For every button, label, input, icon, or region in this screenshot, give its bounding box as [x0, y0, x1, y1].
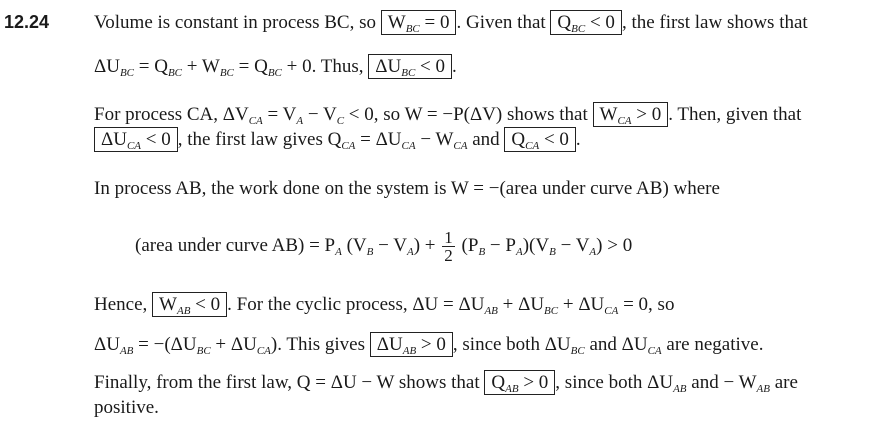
- para4-text-a: Hence,: [94, 294, 148, 315]
- para1-text-c: , the first law shows that: [621, 12, 808, 33]
- boxed-result-w-ca: $W_{CA} > 0$: [593, 102, 669, 127]
- para2-text-a: For process CA, $\Delta V_{CA} = V_A - V_C < 0$, so W = −P(ΔV) shows that: [94, 104, 588, 127]
- para4-text-f: , since both $\Delta U_{AB}$ and − $W_{AB}$ are: [555, 372, 798, 395]
- para1-end: .: [452, 56, 457, 77]
- para1-line2: [94, 54, 457, 79]
- para4-text-b: . For the cyclic process, $\Delta U = \Delta U_{AB} + \Delta U_{BC} + \Delta U_{CA} = 0$, so: [227, 294, 675, 317]
- boxed-result-q-ca: $Q_{CA} < 0$: [504, 127, 576, 152]
- area-eq-right: $(P_B - P_A)(V_B - V_A) > 0$: [461, 235, 633, 258]
- para3-line1: In process AB, the work done on the system is W = −(area under curve AB) where: [94, 178, 720, 199]
- para4-line1: [94, 292, 674, 317]
- boxed-given-q-bc: $Q_{BC} < 0$: [550, 10, 622, 35]
- boxed-result-w-bc: $W_{BC} = 0$: [381, 10, 457, 35]
- para4-text-d: , since both $\Delta U_{BC}$ and $\Delta U_{CA}$ are negative.: [452, 334, 764, 357]
- fraction-denominator: 2: [444, 246, 453, 266]
- fraction-numerator: 1: [444, 228, 453, 248]
- para4-line2: [94, 332, 763, 357]
- area-eq-left: (area under curve $AB) = P_A$ $(V_B - V_A)$ +: [135, 235, 436, 258]
- para4-text-e: Finally, from the first law, Q = ΔU − W shows that: [94, 372, 480, 393]
- boxed-result-du-bc: $\Delta U_{BC} < 0$: [368, 54, 452, 79]
- boxed-given-du-ca: $\Delta U_{CA} < 0$: [94, 127, 178, 152]
- para1-text-a: Volume is constant in process BC, so: [94, 12, 377, 33]
- para1-equation: $\Delta U_{BC} = Q_{BC} + W_{BC} = Q_{BC} + 0$. Thus,: [94, 56, 364, 79]
- boxed-result-w-ab: $W_{AB} < 0$: [152, 292, 227, 317]
- para1-text-b: . Given that: [456, 12, 546, 33]
- para2-end: .: [575, 129, 581, 150]
- para1-line1: [94, 10, 808, 35]
- boxed-result-du-ab: $\Delta U_{AB} > 0$: [370, 332, 453, 357]
- problem-number: 12.24: [4, 12, 50, 32]
- fraction-one-half: [442, 229, 455, 264]
- para2-text-b: . Then, given that: [668, 104, 802, 125]
- boxed-result-q-ab: $Q_{AB} > 0$: [484, 370, 555, 395]
- para2-line2: [94, 127, 581, 152]
- para4-line3: [94, 370, 798, 395]
- para4-line4: positive.: [94, 397, 159, 418]
- para4-text-c: $\Delta U_{AB} = -(\Delta U_{BC} + \Delta U_{CA})$. This gives: [94, 334, 366, 357]
- para2-text-c: , the first law gives $Q_{CA} = \Delta U_{CA} - W_{CA}$ and: [177, 129, 500, 152]
- para2-line1: [94, 102, 801, 127]
- area-equation: [135, 226, 632, 266]
